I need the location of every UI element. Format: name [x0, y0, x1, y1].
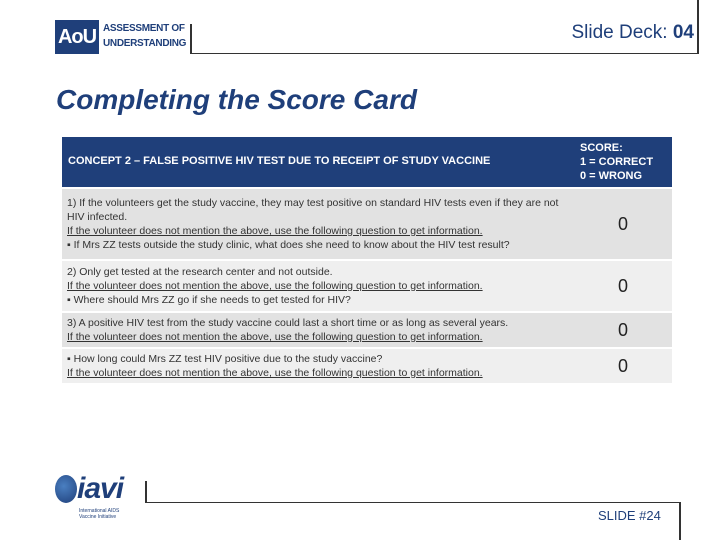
row-4-score[interactable]: 0 [574, 348, 672, 383]
row-3-score[interactable]: 0 [574, 312, 672, 348]
slide-deck-text: Slide Deck: [571, 22, 668, 43]
globe-icon [55, 475, 77, 503]
score-header-line2: 1 = CORRECT [580, 156, 654, 168]
table-row [62, 260, 672, 312]
row-4-instruction: If the volunteer does not mention the above, use the following question to get information. [67, 367, 483, 379]
table-row [62, 188, 672, 260]
row-2-question: ▪ Where should Mrs ZZ go if she needs to get tested for HIV? [67, 294, 351, 306]
slide-deck-number: 04 [672, 22, 694, 43]
footer-divider-right [679, 502, 681, 540]
aou-logo [55, 20, 187, 56]
table-row [62, 312, 672, 348]
aou-logo-box: AoU [55, 20, 99, 54]
score-header-line1: SCORE: [580, 142, 623, 154]
iavi-logo-sub2: Vaccine Initiative [79, 514, 117, 520]
row-1-instruction: If the volunteer does not mention the above, use the following question to get information. [67, 225, 483, 237]
row-1-question: ▪ If Mrs ZZ tests outside the study clinic, what does she need to know about the HIV test result? [67, 239, 510, 251]
row-1-statement: 1) If the volunteers get the study vaccine, they may test positive on standard HIV tests even if they are not HIV infected. [67, 197, 559, 223]
score-header [574, 137, 672, 188]
slide-number: SLIDE #24 [598, 508, 661, 523]
footer-divider-vertical [145, 481, 147, 503]
page-title: Completing the Score Card [56, 84, 417, 115]
table-row [62, 348, 672, 383]
row-2-score[interactable]: 0 [574, 260, 672, 312]
iavi-logo-sub1: International AIDS [79, 508, 120, 514]
aou-logo-line1: ASSESSMENT OF [103, 23, 185, 34]
row-1-text [62, 188, 574, 260]
row-3-statement: 3) A positive HIV test from the study vaccine could last a short time or as long as several years. [67, 317, 509, 329]
row-1-score[interactable]: 0 [574, 188, 672, 260]
aou-logo-line2: UNDERSTANDING [103, 38, 187, 49]
row-3-instruction: If the volunteer does not mention the above, use the following question to get information. [67, 331, 483, 343]
table-header-row [62, 137, 672, 188]
row-4-text [62, 348, 574, 383]
footer-divider-horizontal [145, 502, 680, 503]
score-card-table [62, 137, 672, 383]
slide-deck-label [571, 22, 694, 44]
header-divider-horizontal [190, 53, 698, 54]
iavi-logo [55, 472, 135, 528]
header-divider-vertical [190, 24, 192, 54]
row-2-text [62, 260, 574, 312]
concept-header: CONCEPT 2 – FALSE POSITIVE HIV TEST DUE TO RECEIPT OF STUDY VACCINE [62, 137, 574, 188]
row-2-statement: 2) Only get tested at the research center and not outside. [67, 266, 333, 278]
row-4-question: ▪ How long could Mrs ZZ test HIV positive due to the study vaccine? [67, 353, 383, 365]
score-header-line3: 0 = WRONG [580, 170, 643, 182]
iavi-logo-text: iavi [77, 472, 124, 505]
row-2-instruction: If the volunteer does not mention the above, use the following question to get information. [67, 280, 483, 292]
header-divider-right [697, 0, 699, 54]
row-3-text [62, 312, 574, 348]
